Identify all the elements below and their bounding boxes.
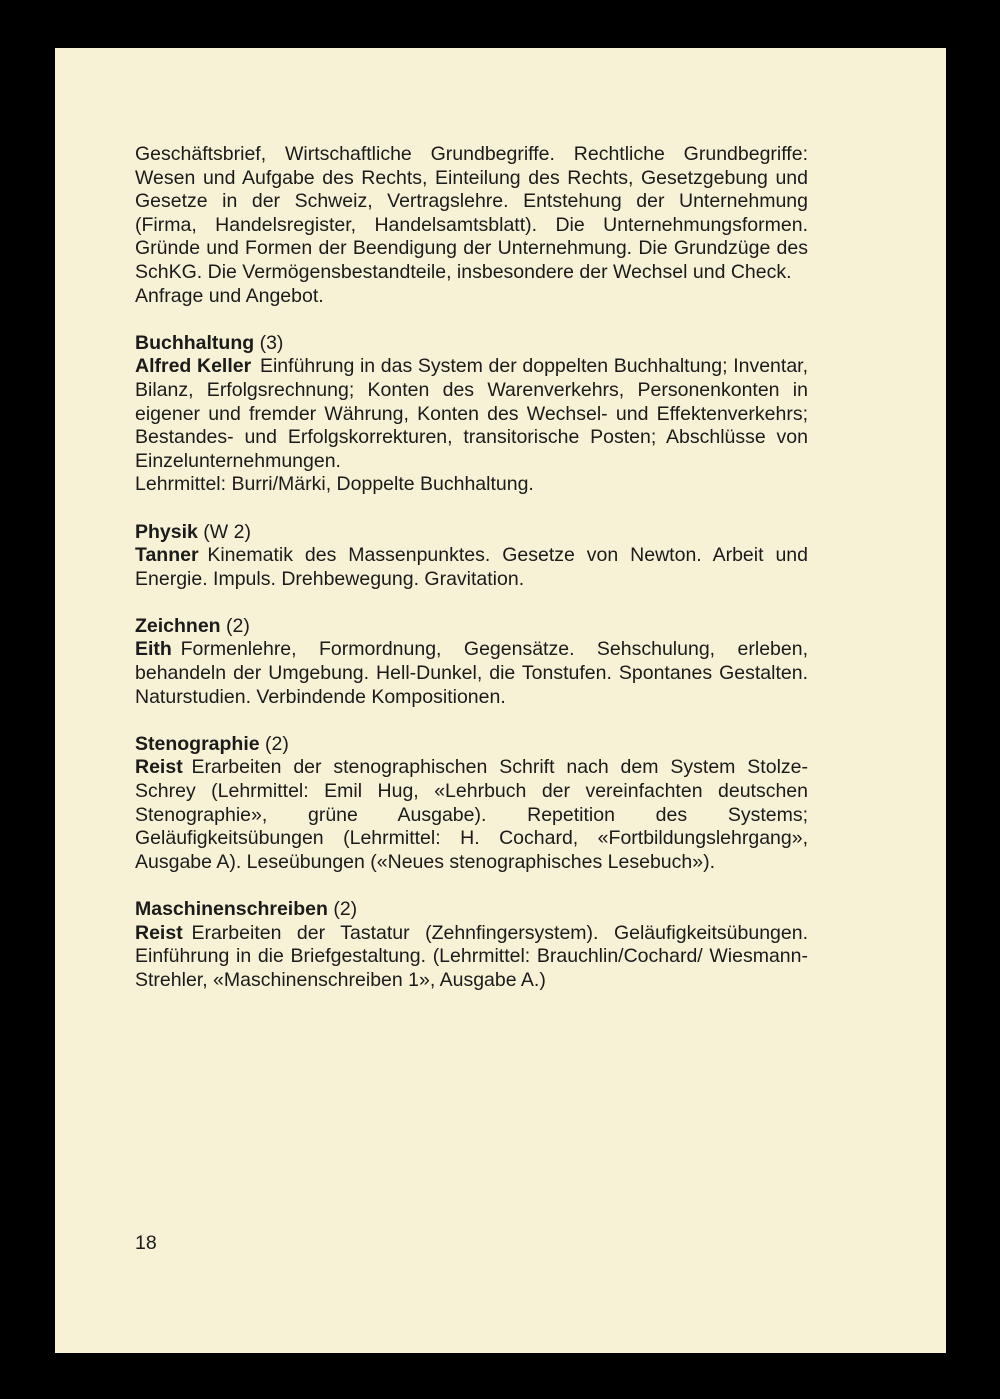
subject-title: Stenographie	[135, 732, 260, 755]
section-text: Einführung in das System der doppelten Buchhaltung; Inventar, Bilanz, Erfolgsrechnung; Konten des Warenverkehrs, Personenkonten in eigener und fremder Währung, Konten des Wechsel- und Effektenverkehrs; Bestandes- und Erfolgskorrekturen, transitorische Posten; Abschlüsse von Einzelunternehmungen.	[135, 355, 808, 472]
section-body	[135, 638, 808, 709]
section-stenographie	[135, 733, 808, 875]
intro-paragraph-2: Anfrage und Angebot.	[135, 284, 324, 307]
section-heading	[135, 521, 808, 545]
teacher-name: Alfred Keller	[135, 355, 252, 378]
section-heading	[135, 733, 808, 757]
section-body	[135, 544, 808, 591]
section-maschinenschreiben	[135, 898, 808, 992]
teacher-name: Reist	[135, 921, 183, 944]
subject-title: Buchhaltung	[135, 331, 255, 354]
subject-title: Zeichnen	[135, 614, 221, 637]
document-page	[55, 48, 946, 1353]
section-body	[135, 355, 808, 473]
section-body	[135, 922, 808, 993]
teacher-name: Eith	[135, 638, 172, 661]
section-zeichnen	[135, 615, 808, 709]
section-buchhaltung	[135, 332, 808, 497]
section-extra: Lehrmittel: Burri/Märki, Doppelte Buchhaltung.	[135, 473, 534, 496]
section-heading	[135, 332, 808, 356]
section-text: Kinematik des Massenpunktes. Gesetze von Newton. Arbeit und Energie. Impuls. Drehbewegung. Gravitation.	[135, 544, 808, 590]
subject-hours: (2)	[259, 732, 289, 755]
subject-hours: (2)	[327, 898, 358, 920]
subject-title: Physik	[135, 520, 198, 543]
subject-hours: (W 2)	[197, 520, 251, 543]
section-physik	[135, 521, 808, 592]
intro-paragraph: Geschäftsbrief, Wirtschaftliche Grundbegriffe. Rechtliche Grundbegriffe: Wesen und Aufgabe des Rechts, Einteilung des Rechts, Gesetzgebung und Gesetze in der Schweiz, Vertragslehre. Entstehung der Unternehmung (Firma, Handelsregister, Handelsamtsblatt). Die Unternehmungsformen. Gründe und Formen der Beendigung der Unternehmung. Die Grundzüge des SchKG. Die Vermögensbestandteile, insbesondere der Wechsel und Check.	[135, 143, 808, 283]
section-body	[135, 756, 808, 874]
section-heading	[135, 898, 808, 922]
subject-title: Maschinenschreiben	[135, 898, 328, 920]
page-content	[135, 143, 808, 992]
page-number: 18	[135, 1232, 157, 1254]
section-heading	[135, 615, 808, 639]
teacher-name: Tanner	[135, 544, 199, 567]
teacher-name: Reist	[135, 756, 183, 779]
section-text: Erarbeiten der Tastatur (Zehnfingersystem). Geläufigkeitsübungen. Einführung in die Briefgestaltung. (Lehrmittel: Brauchlin/Cochard/ Wiesmann-Strehler, «Maschinenschreiben 1», Ausgabe A.)	[135, 921, 808, 991]
subject-hours: (3)	[254, 331, 284, 354]
subject-hours: (2)	[220, 614, 250, 637]
section-text: Erarbeiten der stenographischen Schrift nach dem System Stolze-Schrey (Lehrmittel: Emil Hug, «Lehrbuch der vereinfachten deutschen Stenographie», grüne Ausgabe). Repetition des Systems; Geläufigkeitsübungen (Lehrmittel: H. Cochard, «Fortbildungslehrgang», Ausgabe A). Leseübungen («Neues stenographisches Lesebuch»).	[135, 756, 808, 873]
section-text: Formenlehre, Formordnung, Gegensätze. Sehschulung, erleben, behandeln der Umgebung. Hell-Dunkel, die Tonstufen. Spontanes Gestalten. Naturstudien. Verbindende Kompositionen.	[135, 638, 808, 708]
